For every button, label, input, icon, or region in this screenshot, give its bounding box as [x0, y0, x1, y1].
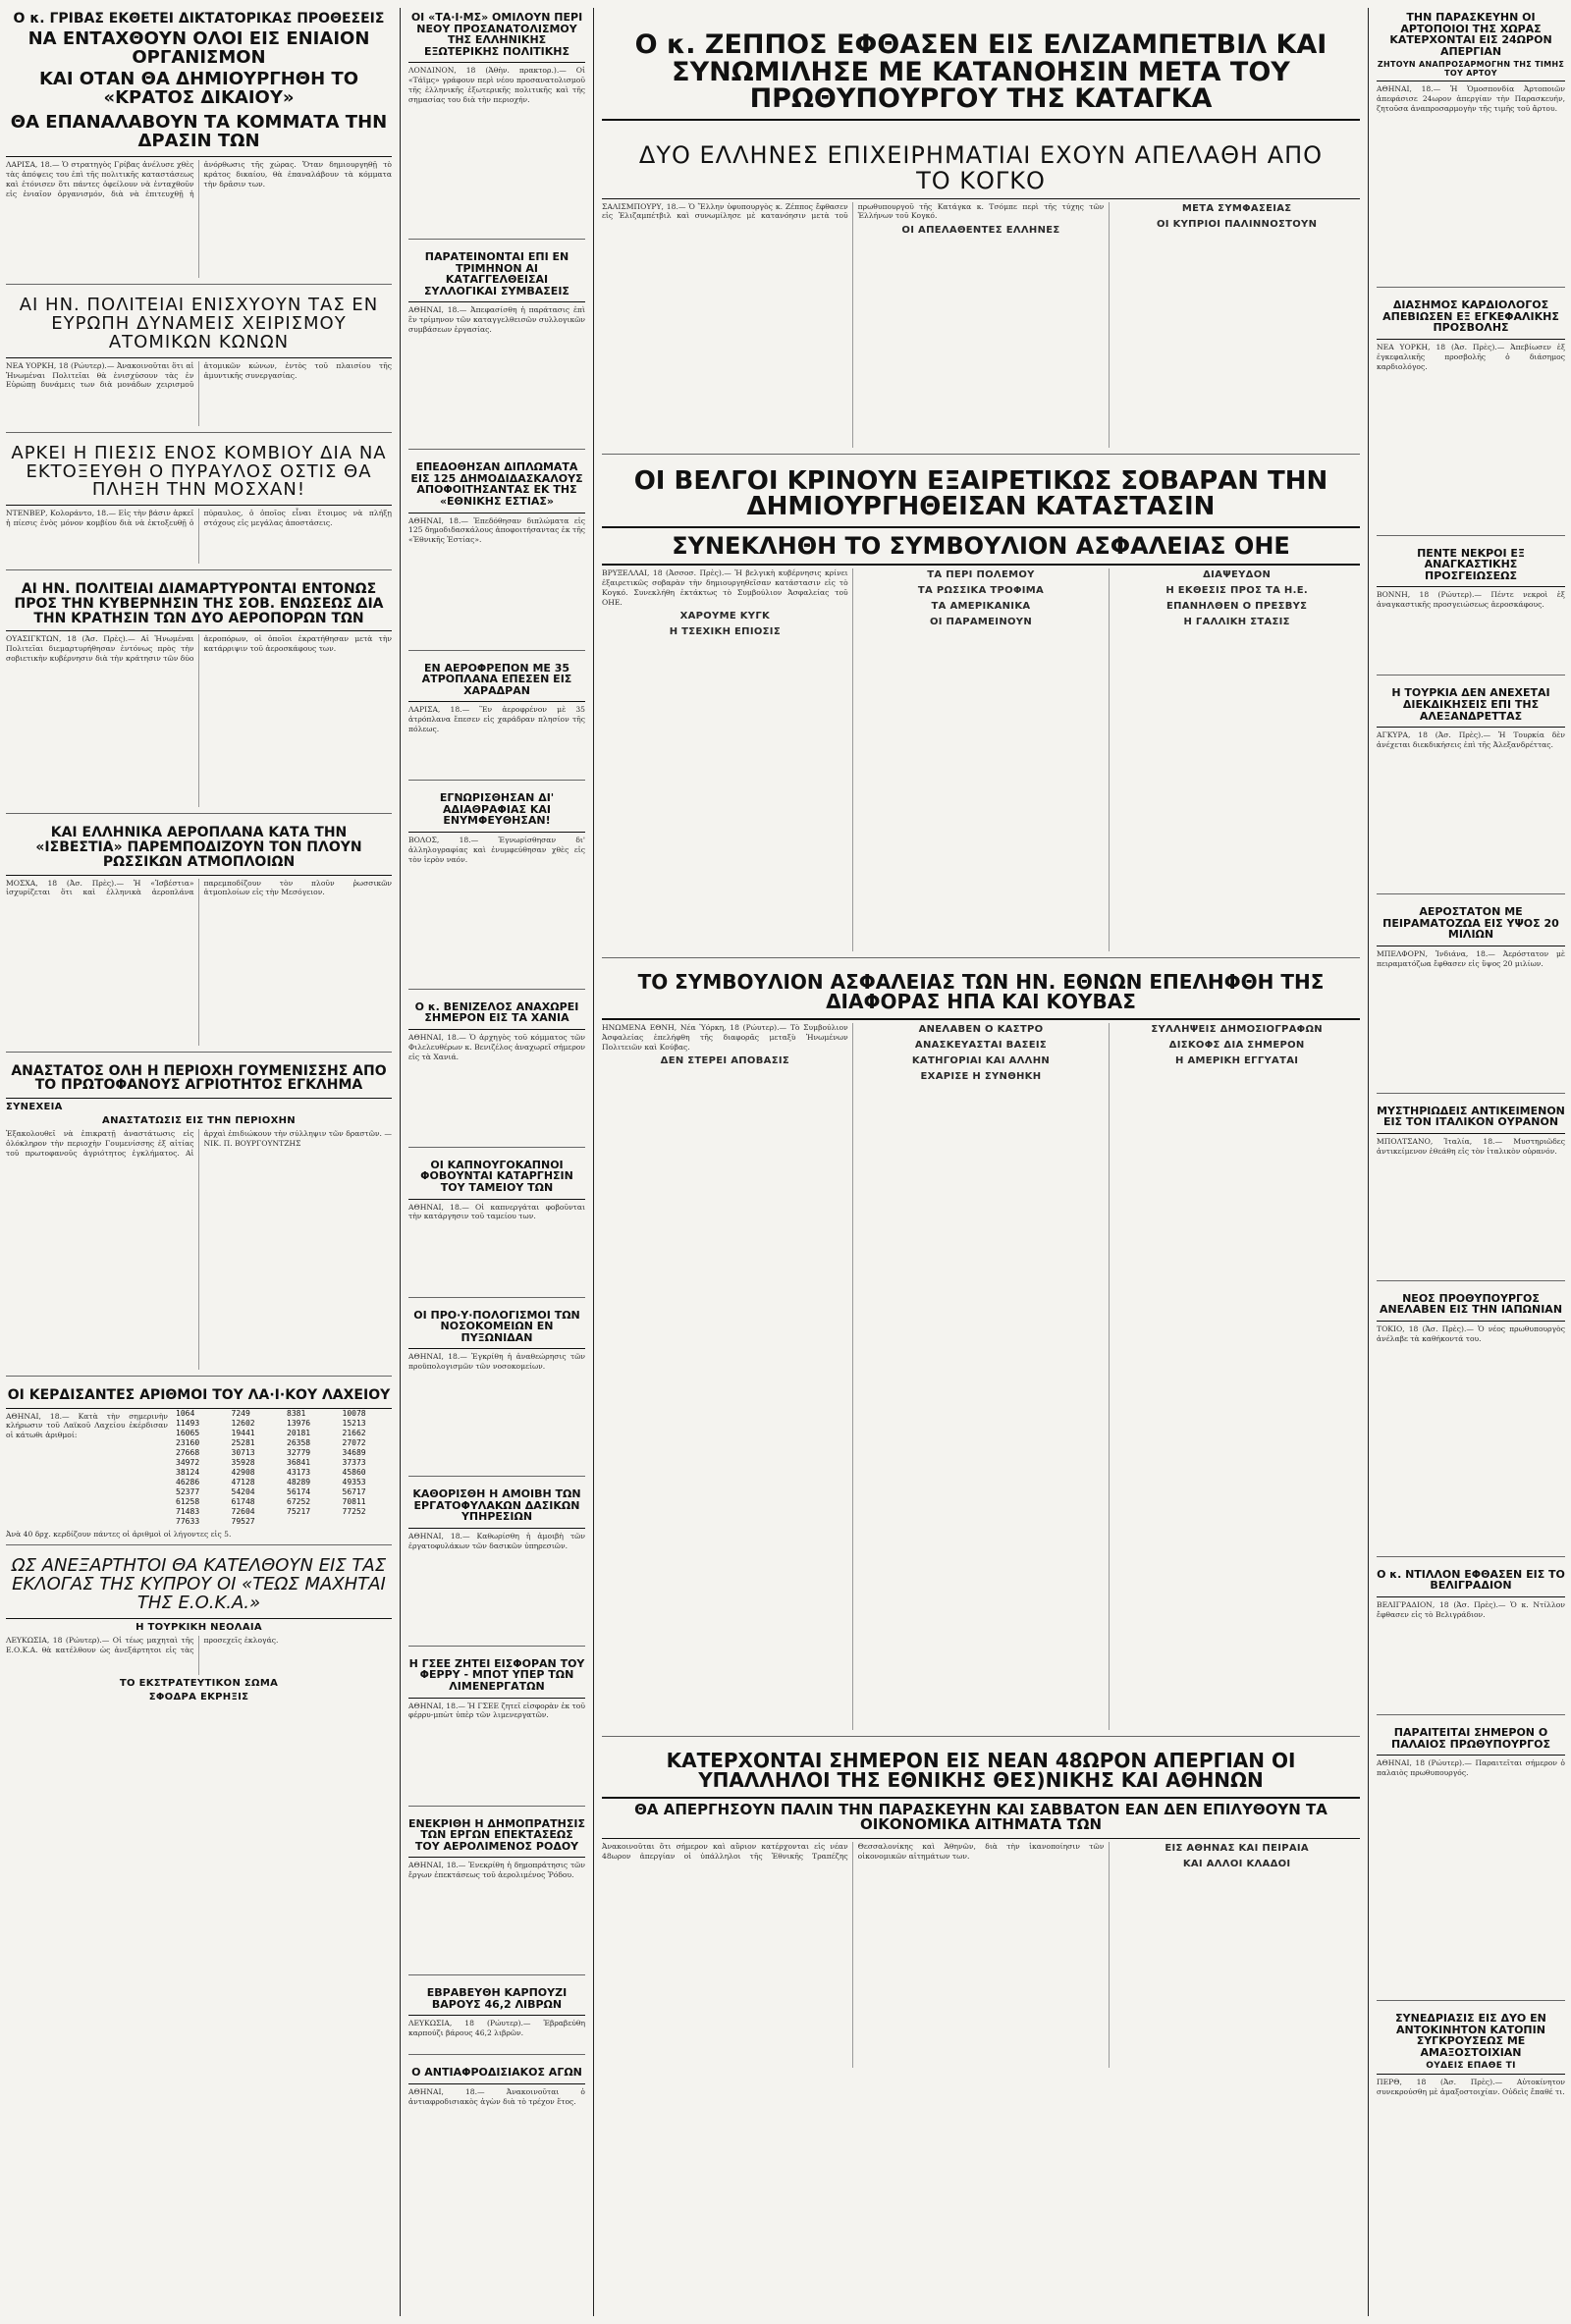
headline-dillon: Ο κ. ΝΤΙΛΛΟΝ ΕΦΘΑΣΕΝ ΕΙΣ ΤΟ ΒΕΛΙΓΡΑΔΙΟΝ	[1377, 1565, 1565, 1597]
subhead: ΔΙΑΨΕΥΔΟΝ	[1203, 569, 1272, 581]
article-lottery: ΑΘΗΝΑΙ, 18.— Κατὰ τὴν σημερινὴν κλήρωσιν τοῦ Λαϊκοῦ Λαχείου ἐκέρδισαν οἱ κάτωθι ἀριθμοί:	[6, 1411, 169, 1440]
story-hospitals	[408, 1306, 585, 1478]
story-times	[408, 8, 585, 240]
subhead-expeditionary: ΤΟ ΕΚΣΤΡΑΤΕΥΤΙΚΟΝ ΣΩΜΑ	[119, 1678, 279, 1690]
headline-usa-cuba: ΤΟ ΣΥΜΒΟΥΛΙΟΝ ΑΣΦΑΛΕΙΑΣ ΤΩΝ ΗΝ. ΕΘΝΩΝ ΕΠΕΛΗΦΘΗ ΤΗΣ ΔΙΑΦΟΡΑΣ ΗΠΑ ΚΑΙ ΚΟΥΒΑΣ	[602, 966, 1360, 1020]
article-goumenissa: Ἐξακολουθεῖ νὰ ἐπικρατῇ ἀναστάτωσις εἰς ὁλόκληρον τὴν περιοχὴν Γουμενίσσης ἐξ αἰτίας τοῦ πρωτοφανοῦς ἀγριότητος ἐγκλήματος. Αἱ ἀρχαὶ ἐπιδιώκουν τὴν σύλληψιν τῶν δραστῶν. — ΝΙΚ. Π. ΒΟΥΡΓΟΥΝΤΖΗΣ	[6, 1128, 392, 1158]
story-ravine	[408, 659, 585, 782]
lottery-number: 54204	[231, 1486, 255, 1496]
headline-grivas: Ο κ. ΓΡΙΒΑΣ ΕΚΘΕΤΕΙ ΔΙΚΤΑΤΟΡΙΚΑΣ ΠΡΟΘΕΣΕΙΣ	[13, 11, 385, 27]
article-belgians	[602, 568, 1360, 951]
story-bakers	[1377, 8, 1565, 288]
article-venereal: ΑΘΗΝΑΙ, 18.— Ἀνακοινοῦται ὁ ἀντιαφροδισιακὸς ἀγὼν διὰ τὸ τρέχον ἔτος.	[408, 2086, 585, 2106]
lottery-number: 23160	[176, 1437, 200, 1447]
lottery-number: 46286	[176, 1477, 200, 1486]
column-second	[403, 8, 591, 2316]
article-atomic: ΝΕΑ ΥΟΡΚΗ, 18 (Ρώυτερ).— Ἀνακοινοῦται ὅτι αἱ Ἡνωμέναι Πολιτεῖαι θὰ ἐνισχύσουν τὰς ἐν Εὐρώπῃ δυνάμεις των διὰ μονάδων χειρισμοῦ ἀτομικῶν κώνων, ἐντὸς τοῦ πλαισίου τῆς ἀμυντικῆς συνεργασίας.	[6, 360, 392, 390]
lottery-number: 34972	[176, 1457, 200, 1467]
story-atomic	[6, 293, 392, 433]
lottery-number: 52377	[176, 1486, 200, 1496]
lottery-number: 8381	[287, 1408, 306, 1418]
story-venizelos	[408, 998, 585, 1148]
headline-balloon: ΑΕΡΟΣΤΑΤΟΝ ΜΕ ΠΕΙΡΑΜΑΤΟΖΩΑ ΕΙΣ ΥΨΟΣ 20 ΜΙΛΙΩΝ	[1377, 902, 1565, 946]
lottery-number: 12602	[231, 1418, 255, 1428]
lottery-number: 45860	[342, 1467, 366, 1477]
lottery-number: 11493	[176, 1418, 200, 1428]
subhead: ΤΑ ΡΩΣΣΙΚΑ ΤΡΟΦΙΜΑ	[917, 585, 1045, 597]
subhead: ΟΙ ΠΑΡΑΜΕΙΝΟΥΝ	[929, 617, 1033, 628]
column-main	[596, 8, 1366, 2316]
article-ravine: ΛΑΡΙΣΑ, 18.— Ἓν ἀεροφρένον μὲ 35 ἀτρόπλανα ἔπεσεν εἰς χαράδραν πλησίον τῆς πόλεως.	[408, 705, 585, 733]
story-izvestia	[6, 822, 392, 1052]
lottery-number: 1064	[176, 1408, 195, 1418]
story-dillon	[1377, 1565, 1565, 1715]
article-cardiologist: ΝΕΑ ΥΟΡΚΗ, 18 (Ἀσ. Πρὲς).— Ἀπεβίωσεν ἐξ ἐγκεφαλικῆς προσβολῆς ὁ διάσημος καρδιολόγος.	[1377, 342, 1565, 371]
story-ufo	[1377, 1102, 1565, 1281]
subhead: ΕΧΑΡΙΣΕ Η ΣΥΝΘΗΚΗ	[920, 1070, 1042, 1082]
headline-diplomas: ΕΠΕΔΟΘΗΣΑΝ ΔΙΠΛΩΜΑΤΑ ΕΙΣ 125 ΔΗΜΟΔΙΔΑΣΚΑΛΟΥΣ ΑΠΟΦΟΙΤΗΣΑΝΤΑΣ ΕΚ ΤΗΣ «ΕΘΝΙΚΗΣ ΕΣΤΙΑΣ»	[408, 458, 585, 513]
headline-watermelon: ΕΒΡΑΒΕΥΘΗ ΚΑΡΠΟΥΖΙ ΒΑΡΟΥΣ 46,2 ΛΙΒΡΩΝ	[408, 1983, 585, 2016]
article-rhodes: ΑΘΗΝΑΙ, 18.— Ἐνεκρίθη ἡ δημοπράτησις τῶν ἔργων ἐπεκτάσεως τοῦ ἀερολιμένος Ῥόδου.	[408, 1861, 585, 1879]
subhead: ΔΙΣΚΟΦΣ ΔΙΑ ΣΗΜΕΡΟΝ	[1168, 1039, 1305, 1051]
headline-resigns: ΠΑΡΑΙΤΕΙΤΑΙ ΣΗΜΕΡΟΝ Ο ΠΑΛΑΙΟΣ ΠΡΩΘΥΠΟΥΡΓΟΣ	[1377, 1723, 1565, 1756]
article-eoka: ΛΕΥΚΩΣΙΑ, 18 (Ρώυτερ).— Οἱ τέως μαχηταὶ τῆς Ε.Ο.Κ.Α. θὰ κατέλθουν ὡς ἀνεξάρτητοι εἰς τὰς προσεχεῖς ἐκλογάς.	[6, 1636, 279, 1654]
subhead: Η ΓΑΛΛΙΚΗ ΣΤΑΣΙΣ	[1183, 617, 1290, 628]
subhead-deported: ΟΙ ΑΠΕΛΑΘΕΝΤΕΣ ΕΛΛΗΝΕΣ	[901, 225, 1060, 237]
story-usa-cuba	[602, 966, 1360, 1737]
subhead-continued: ΣΥΝΕΧΕΙΑ	[6, 1101, 63, 1112]
subhead: ΔΕΝ ΣΤΕΡΕΙ ΑΠΟΒΑΣΙΣ	[660, 1055, 789, 1067]
column-right	[1371, 8, 1571, 2316]
story-resigns	[1377, 1723, 1565, 2001]
story-landing	[1377, 544, 1565, 676]
subheadline-strike: ΘΑ ΑΠΕΡΓΗΣΟΥΝ ΠΑΛΙΝ ΤΗΝ ΠΑΡΑΣΚΕΥΗΝ ΚΑΙ ΣΑΒΒΑΤΟΝ ΕΑΝ ΔΕΝ ΕΠΙΛΥΘΟΥΝ ΤΑ ΟΙΚΟΝΟΜΙΚΑ ΑΙΤΗΜΑΤΑ ΤΩΝ	[602, 1799, 1360, 1840]
story-tobacco	[408, 1156, 585, 1298]
lottery-number: 27072	[342, 1437, 366, 1447]
subhead: ΣΥΛΛΗΨΕΙΣ ΔΗΜΟΣΙΟΓΡΑΦΩΝ	[1151, 1023, 1323, 1035]
headline-venizelos: Ο κ. ΒΕΝΙΖΕΛΟΣ ΑΝΑΧΩΡΕΙ ΣΗΜΕΡΟΝ ΕΙΣ ΤΑ ΧΑΝΙΑ	[408, 998, 585, 1030]
lottery-number: 16065	[176, 1428, 200, 1437]
article-belgians-text: ΒΡΥΞΕΛΛΑΙ, 18 (Ἀσσοσ. Πρὲς).— Ἡ βελγικὴ κυβέρνησις κρίνει ἐξαιρετικῶς σοβαρὰν τὴν δημιουργηθεῖσαν κατάστασιν εἰς τὸ Κογκό. Συνεκλήθη ἐκτάκτως τὸ Συμβούλιον Ἀσφαλείας τοῦ ΟΗΕ.	[602, 568, 848, 607]
headline-izvestia: ΚΑΙ ΕΛΛΗΝΙΚΑ ΑΕΡΟΠΛΑΝΑ ΚΑΤΑ ΤΗΝ «ΙΣΒΕΣΤΙΑ» ΠΑΡΕΜΠΟΔΙΖΟΥΝ ΤΟΝ ΠΛΟΥΝ ΡΩΣΣΙΚΩΝ ΑΤΜΟΠΛΟΙΩΝ	[6, 822, 392, 875]
lottery-number: 21662	[342, 1428, 366, 1437]
article-times: ΛΟΝΔΙΝΟΝ, 18 (Ἀθὴν. πρακτορ.).— Οἱ «Τάϊμς» γράφουν περὶ νέου προσανατολισμοῦ τῆς ἑλληνικῆς ἐξωτερικῆς πολιτικῆς καὶ τῆς σημασίας του διὰ τὴν περιοχήν.	[408, 66, 585, 104]
subhead: ΤΑ ΑΜΕΡΙΚΑΝΙΚΑ	[931, 601, 1031, 613]
article-protest: ΟΥΑΣΙΓΚΤΩΝ, 18 (Ἀσ. Πρὲς).— Αἱ Ἡνωμέναι Πολιτεῖαι διεμαρτυρήθησαν ἐντόνως πρὸς τὴν σοβιετικὴν κυβέρνησιν διὰ τὴν κράτησιν τῶν δύο ἀεροπόρων, οἱ ὁποῖοι ἐκρατήθησαν μετὰ τὴν κατάρριψιν τοῦ ἀεροσκάφους των.	[6, 634, 392, 664]
lottery-number: 26358	[287, 1437, 311, 1447]
subhead: Η ΑΜΕΡΙΚΗ ΕΓΓΥΑΤΑΙ	[1175, 1054, 1299, 1066]
story-diplomas	[408, 458, 585, 650]
lottery-note: Ἀνὰ 40 δρχ. κερδίζουν πάντες οἱ ἀριθμοὶ οἱ λήγοντες εἰς 5.	[6, 1529, 232, 1539]
article-grivas: ΛΑΡΙΣΑ, 18.— Ὁ στρατηγὸς Γρίβας ἀνέλυσε χθὲς τὰς ἀπόψεις του ἐπὶ τῆς πολιτικῆς καταστάσεως καὶ ἐτόνισεν ὅτι πάντες ὀφείλουν νὰ ἐνταχθοῦν εἰς ἑνιαῖον ὀργανισμόν, διὰ νὰ ἐπιτευχθῇ ἡ ἀνόρθωσις τῆς χώρας. Ὅταν δημιουργηθῇ τὸ κράτος δικαίου, θὰ ἐπαναλάβουν τὰ κόμματα τὴν δρᾶσιν των.	[6, 160, 392, 198]
headline-ufo: ΜΥΣΤΗΡΙΩΔΕΙΣ ΑΝΤΙΚΕΙΜΕΝΟΝ ΕΙΣ ΤΟΝ ΙΤΑΛΙΚΟΝ ΟΥΡΑΝΟΝ	[1377, 1102, 1565, 1134]
lottery-number: 32779	[287, 1447, 311, 1457]
column-rule	[1368, 8, 1369, 2316]
story-zeppos	[602, 26, 1360, 454]
lottery-number: 48289	[287, 1477, 311, 1486]
column-rule	[593, 8, 594, 2316]
lottery-number: 72604	[231, 1506, 255, 1516]
lottery-number: 71483	[176, 1506, 200, 1516]
lottery-number: 77633	[176, 1516, 200, 1526]
article-diplomas: ΑΘΗΝΑΙ, 18.— Ἐπεδόθησαν διπλώματα εἰς 125 δημοδιδασκάλους ἀποφοιτήσαντας ἐκ τῆς «Ἐθνικῆς Ἑστίας».	[408, 515, 585, 545]
lottery-number: 49353	[342, 1477, 366, 1486]
article-zeppos	[602, 202, 1360, 448]
article-zeppos-text: ΣΑΛΙΣΜΠΟΥΡΥ, 18.— Ὁ Ἕλλην ὑφυπουργὸς κ. Ζέππος ἔφθασεν εἰς Ἐλιζαμπέτβιλ καὶ συνωμίλησε μὲ κατανόησιν μετὰ τοῦ πρωθυπουργοῦ τῆς Κατάγκα κ. Τσόμπε περὶ τῆς τύχης τῶν Ἑλλήνων τοῦ Κογκό.	[602, 201, 1105, 221]
headline-japan: ΝΕΟΣ ΠΡΟΘΥΠΟΥΡΓΟΣ ΑΝΕΛΑΒΕΝ ΕΙΣ ΤΗΝ ΙΑΠΩΝΙΑΝ	[1377, 1289, 1565, 1322]
headline-belgians: ΟΙ ΒΕΛΓΟΙ ΚΡΙΝΟΥΝ ΕΞΑΙΡΕΤΙΚΩΣ ΣΟΒΑΡΑΝ ΤΗΝ ΔΗΜΙΟΥΡΓΗΘΕΙΣΑΝ ΚΑΤΑΣΤΑΣΙΝ	[602, 462, 1360, 528]
headline-rhodes: ΕΝΕΚΡΙΘΗ Η ΔΗΜΟΠΡΑΤΗΣΙΣ ΤΩΝ ΕΡΓΩΝ ΕΠΕΚΤΑΣΕΩΣ ΤΟΥ ΑΕΡΟΛΙΜΕΝΟΣ ΡΟΔΟΥ	[408, 1814, 585, 1859]
column-rule	[400, 8, 401, 2316]
headline-grivas-2: ΝΑ ΕΝΤΑΧΘΟΥΝ ΟΛΟΙ ΕΙΣ ΕΝΙΑΙΟΝ ΟΡΓΑΝΙΣΜΟΝ	[27, 27, 370, 68]
story-contracts	[408, 247, 585, 450]
story-lottery	[6, 1384, 392, 1546]
headline-rocket: ΑΡΚΕΙ Η ΠΙΕΣΙΣ ΕΝΟΣ ΚΟΜΒΙΟΥ ΔΙΑ ΝΑ ΕΚΤΟΞΕΥΘΗ Ο ΠΥΡΑΥΛΟΣ ΟΣΤΙΣ ΘΑ ΠΛΗΞΗ ΤΗΝ ΜΟΣΧΑΝ!	[6, 441, 392, 507]
lottery-number: 7249	[231, 1408, 250, 1418]
article-ufo: ΜΠΟΛΤΣΑΝΟ, Ἰταλία, 18.— Μυστηριῶδες ἀντικείμενον ἐθεάθη εἰς τὸν ἰταλικὸν οὐρανόν.	[1377, 1136, 1565, 1156]
headline-forest: ΚΑΘΟΡΙΣΘΗ Η ΑΜΟΙΒΗ ΤΩΝ ΕΡΓΑΤΟΦΥΛΑΚΩΝ ΔΑΣΙΚΩΝ ΥΠΗΡΕΣΙΩΝ	[408, 1485, 585, 1529]
article-ferry: ΑΘΗΝΑΙ, 18.— Ἡ ΓΣΕΕ ζητεῖ εἰσφορὰν ἐκ τοῦ φέρρυ-μπὼτ ὑπὲρ τῶν λιμενεργατῶν.	[408, 1701, 585, 1720]
story-collision	[1377, 2009, 1565, 2152]
story-watermelon	[408, 1983, 585, 2055]
lottery-number: 13976	[287, 1418, 311, 1428]
lottery-number: 61258	[176, 1496, 200, 1506]
headline-goumenissa: ΑΝΑΣΤΑΤΟΣ ΟΛΗ Η ΠΕΡΙΟΧΗ ΓΟΥΜΕΝΙΣΣΗΣ ΑΠΟ ΤΟ ΠΡΩΤΟΦΑΝΟΥΣ ΑΓΡΙΟΤΗΤΟΣ ΕΓΚΛΗΜΑ	[6, 1060, 392, 1099]
article-resigns: ΑΘΗΝΑΙ, 18 (Ρώυτερ).— Παραιτεῖται σήμερον ὁ παλαιὸς πρωθυπουργός.	[1377, 1758, 1565, 1777]
subheadline-zeppos: ΔΥΟ ΕΛΛΗΝΕΣ ΕΠΙΧΕΙΡΗΜΑΤΙΑΙ ΕΧΟΥΝ ΑΠΕΛΑΘΗ ΑΠΟ ΤΟ ΚΟΓΚΟ	[602, 138, 1360, 199]
lottery-number: 35928	[231, 1457, 255, 1467]
lottery-number: 61748	[231, 1496, 255, 1506]
subhead-explosion: ΣΦΟΔΡΑ ΕΚΡΗΞΙΣ	[148, 1692, 249, 1703]
lottery-number: 37373	[342, 1457, 366, 1467]
headline-grivas-4: ΘΑ ΕΠΑΝΑΛΑΒΟΥΝ ΤΑ ΚΟΜΜΑΤΑ ΤΗΝ ΔΡΑΣΙΝ ΤΩΝ	[6, 110, 392, 157]
subheadline-collision: ΟΥΔΕΙΣ ΕΠΑΘΕ ΤΙ	[1377, 2061, 1565, 2075]
article-venizelos: ΑΘΗΝΑΙ, 18.— Ὁ ἀρχηγὸς τοῦ κόμματος τῶν Φιλελευθέρων κ. Βενιζέλος ἀναχωρεῖ σήμερον εἰς τὰ Χανιά.	[408, 1032, 585, 1061]
subhead: ΑΝΕΛΑΒΕΝ Ο ΚΑΣΤΡΟ	[918, 1023, 1044, 1035]
headline-hospitals: ΟΙ ΠΡΟ·Υ·ΠΟΛΟΓΙΣΜΟΙ ΤΩΝ ΝΟΣΟΚΟΜΕΙΩΝ ΕΝ ΠΥΞΩΝΙΔΑΝ	[408, 1306, 585, 1350]
subhead: ΚΑΤΗΓΟΡΙΑΙ ΚΑΙ ΑΛΛΗΝ	[911, 1054, 1051, 1066]
subhead-turkish-youth: Η ΤΟΥΡΚΙΚΗ ΝΕΟΛΑΙΑ	[135, 1622, 262, 1634]
lottery-number: 38124	[176, 1467, 200, 1477]
headline-lottery: ΟΙ ΚΕΡΔΙΣΑΝΤΕΣ ΑΡΙΘΜΟΙ ΤΟΥ ΛΑ·Ι·ΚΟΥ ΛΑΧΕΙΟΥ	[6, 1384, 392, 1409]
lottery-number: 10078	[342, 1408, 366, 1418]
subhead: Η ΕΚΘΕΣΙΣ ΠΡΟΣ ΤΑ Η.Ε.	[1165, 585, 1308, 597]
headline-collision: ΣΥΝΕΔΡΙΑΣΙΣ ΕΙΣ ΔΥΟ ΕΝ ΑΝΤΟΚΙΝΗΤΟΝ ΚΑΤΟΠΙΝ ΣΥΓΚΡΟΥΣΕΩΣ ΜΕ ΑΜΑΞΟΣΤΟΙΧΙΑΝ	[1395, 2012, 1546, 2059]
subhead-other-branches: ΚΑΙ ΑΛΛΟΙ ΚΛΑΔΟΙ	[1182, 1859, 1291, 1870]
article-forest: ΑΘΗΝΑΙ, 18.— Καθωρίσθη ἡ ἀμοιβὴ τῶν ἐργατοφυλάκων τῶν δασικῶν ὑπηρεσιῶν.	[408, 1531, 585, 1550]
lottery-number: 19441	[231, 1428, 255, 1437]
lottery-number: 36841	[287, 1457, 311, 1467]
subhead-understanding: ΜΕΤΑ ΣΥΜΦΑΣΕΙΑΣ	[1181, 202, 1292, 214]
article-izvestia: ΜΟΣΧΑ, 18 (Ἀσ. Πρὲς).— Ἡ «Ἰσβέστια» ἰσχυρίζεται ὅτι καὶ ἑλληνικὰ ἀεροπλάνα παρεμποδίζουν τὸν πλοῦν ῥωσσικῶν ἀτμοπλοίων εἰς τὴν Μεσόγειον.	[6, 878, 392, 897]
article-balloon: ΜΠΕΛΦΟΡΝ, Ἰνδιάνα, 18.— Ἀερόστατον μὲ πειραματόζωα ἔφθασεν εἰς ὕψος 20 μιλίων.	[1377, 948, 1565, 968]
subhead: Η ΤΣΕΧΙΚΗ ΕΠΙΟΣΙΣ	[669, 626, 781, 638]
story-grivas	[6, 8, 392, 285]
story-forest	[408, 1485, 585, 1647]
lottery-number: 42908	[231, 1467, 255, 1477]
headline-protest: ΑΙ ΗΝ. ΠΟΛΙΤΕΙΑΙ ΔΙΑΜΑΡΤΥΡΟΝΤΑΙ ΕΝΤΟΝΩΣ ΠΡΟΣ ΤΗΝ ΚΥΒΕΡΝΗΣΙΝ ΤΗΣ ΣΟΒ. ΕΝΩΣΕΩΣ ΔΙΑ ΤΗΝ ΚΡΑΤΗΣΙΝ ΤΩΝ ΔΥΟ ΑΕΡΟΠΟΡΩΝ ΤΩΝ	[6, 578, 392, 631]
lottery-number: 56717	[342, 1486, 366, 1496]
story-venereal	[408, 2063, 585, 2152]
lottery-number: 25281	[231, 1437, 255, 1447]
article-dillon: ΒΕΛΙΓΡΑΔΙΟΝ, 18 (Ἀσ. Πρὲς).— Ὁ κ. Ντίλλον ἔφθασεν εἰς τὸ Βελιγράδιον.	[1377, 1600, 1565, 1619]
story-balloon	[1377, 902, 1565, 1094]
story-protest	[6, 578, 392, 814]
story-cardiologist	[1377, 296, 1565, 536]
article-strike-text: Ἀνακοινοῦται ὅτι σήμερον καὶ αὔριον κατέρχονται εἰς νέαν 48ωρον ἀπεργίαν οἱ ὑπάλληλοι τῆς Ἐθνικῆς Τραπέζης Θεσσαλονίκης καὶ Ἀθηνῶν, διὰ τὴν ἱκανοποίησιν τῶν οἰκονομικῶν αἰτημάτων των.	[602, 1842, 1105, 1861]
headline-alexandretta: Η ΤΟΥΡΚΙΑ ΔΕΝ ΑΝΕΧΕΤΑΙ ΔΙΕΚΔΙΚΗΣΕΙΣ ΕΠΙ ΤΗΣ ΑΛΕΞΑΝΔΡΕΤΤΑΣ	[1377, 683, 1565, 728]
lottery-number: 34689	[342, 1447, 366, 1457]
article-usa-cuba-text: ΗΝΩΜΕΝΑ ΕΘΝΗ, Νέα Ὑόρκη, 18 (Ρώυτερ).— Τὸ Συμβούλιον Ἀσφαλείας ἐπελήφθη τῆς διαφορᾶς μεταξὺ Ἡνωμένων Πολιτειῶν καὶ Κούβας.	[602, 1022, 848, 1052]
story-eoka	[6, 1553, 392, 1710]
lottery-number: 20181	[287, 1428, 311, 1437]
headline-contracts: ΠΑΡΑΤΕΙΝΟΝΤΑΙ ΕΠΙ ΕΝ ΤΡΙΜΗΝΟΝ ΑΙ ΚΑΤΑΓΓΕΛΘΕΙΣΑΙ ΣΥΛΛΟΓΙΚΑΙ ΣΥΜΒΑΣΕΙΣ	[408, 247, 585, 302]
story-belgians	[602, 462, 1360, 959]
lottery-number: 70811	[342, 1496, 366, 1506]
headline-ferry: Η ΓΣΕΕ ΖΗΤΕΙ ΕΙΣΦΟΡΑΝ ΤΟΥ ΦΕΡΡΥ - ΜΠΟΤ ΥΠΕΡ ΤΩΝ ΛΙΜΕΝΕΡΓΑΤΩΝ	[408, 1654, 585, 1699]
headline-grivas-3: ΚΑΙ ΟΤΑΝ ΘΑ ΔΗΜΙΟΥΡΓΗΘΗ ΤΟ «ΚΡΑΤΟΣ ΔΙΚΑΙΟΥ»	[38, 69, 359, 109]
headline-security-council: ΣΥΝΕΚΛΗΘΗ ΤΟ ΣΥΜΒΟΥΛΙΟΝ ΑΣΦΑΛΕΙΑΣ ΟΗΕ	[602, 528, 1360, 566]
story-married	[408, 788, 585, 990]
lottery-number: 47128	[231, 1477, 255, 1486]
lottery-number: 27668	[176, 1447, 200, 1457]
story-ferry	[408, 1654, 585, 1807]
lottery-number: 43173	[287, 1467, 311, 1477]
subhead-cypriots: ΟΙ ΚΥΠΡΙΟΙ ΠΑΛΙΝΝΟΣΤΟΥΝ	[1156, 218, 1318, 230]
headline-landing: ΠΕΝΤΕ ΝΕΚΡΟΙ ΕΞ ΑΝΑΓΚΑΣΤΙΚΗΣ ΠΡΟΣΓΕΙΩΣΕΩΣ	[1377, 544, 1565, 588]
story-rocket	[6, 441, 392, 571]
lottery-block	[6, 1409, 392, 1527]
lottery-number: 75217	[287, 1506, 311, 1516]
article-hospitals: ΑΘΗΝΑΙ, 18.— Ἐγκρίθη ἡ ἀναθεώρησις τῶν προϋπολογισμῶν τῶν νοσοκομείων.	[408, 1352, 585, 1372]
story-alexandretta	[1377, 683, 1565, 894]
subhead: ΑΝΑΣΚΕΥΑΣΤΑΙ ΒΑΣΕΙΣ	[914, 1039, 1048, 1051]
subheadline-bakers: ΖΗΤΟΥΝ ΑΝΑΠΡΟΣΑΡΜΟΓΗΝ ΤΗΣ ΤΙΜΗΣ ΤΟΥ ΑΡΤΟΥ	[1377, 60, 1565, 81]
lottery-number: 77252	[342, 1506, 366, 1516]
story-goumenissa	[6, 1060, 392, 1377]
subhead: ΕΠΑΝΗΛΘΕΝ Ο ΠΡΕΣΒΥΣ	[1165, 601, 1308, 613]
article-collision: ΠΕΡΘ, 18 (Ἀσ. Πρὲς).— Αὐτοκίνητον συνεκρούσθη μὲ ἁμαξοστοιχίαν. Οὐδεὶς ἔπαθέ τι.	[1377, 2078, 1565, 2097]
headline-eoka: ΩΣ ΑΝΕΞΑΡΤΗΤΟΙ ΘΑ ΚΑΤΕΛΘΟΥΝ ΕΙΣ ΤΑΣ ΕΚΛΟΓΑΣ ΤΗΣ ΚΥΠΡΟΥ ΟΙ «ΤΕΩΣ ΜΑΧΗΤΑΙ ΤΗΣ Ε.Ο.Κ.Α.»	[6, 1553, 392, 1619]
headline-cardiologist: ΔΙΑΣΗΜΟΣ ΚΑΡΔΙΟΛΟΓΟΣ ΑΠΕΒΙΩΣΕΝ ΕΞ ΕΓΚΕΦΑΛΙΚΗΣ ΠΡΟΣΒΟΛΗΣ	[1377, 296, 1565, 340]
lottery-number: 67252	[287, 1496, 311, 1506]
article-rocket: ΝΤΕΝΒΕΡ, Κολοράντο, 18.— Εἰς τὴν βάσιν ἀρκεῖ ἡ πίεσις ἑνὸς μόνον κομβίου διὰ νὰ ἐκτοξευθῇ ὁ πύραυλος, ὁ ὁποῖος εἶναι ἕτοιμος νὰ πλήξῃ στόχους εἰς μεγάλας ἀποστάσεις.	[6, 509, 392, 528]
headline-ravine: ΕΝ ΑΕΡΟΦΡΕΠΟΝ ΜΕ 35 ΑΤΡΟΠΛΑΝΑ ΕΠΕΣΕΝ ΕΙΣ ΧΑΡΑΔΡΑΝ	[408, 659, 585, 703]
column-left	[0, 8, 398, 2316]
headline-times: ΟΙ «ΤΑ·Ι·ΜΣ» ΟΜΙΛΟΥΝ ΠΕΡΙ ΝΕΟΥ ΠΡΟΣΑΝΑΤΟΛΙΣΜΟΥ ΤΗΣ ΕΛΛΗΝΙΚΗΣ ΕΞΩΤΕΡΙΚΗΣ ΠΟΛΙΤΙΚΗΣ	[408, 8, 585, 63]
story-rhodes	[408, 1814, 585, 1976]
article-usa-cuba	[602, 1023, 1360, 1730]
subhead-athens-piraeus: ΕΙΣ ΑΘΗΝΑΣ ΚΑΙ ΠΕΙΡΑΙΑ	[1165, 1843, 1309, 1855]
article-landing: ΒΟΝΝΗ, 18 (Ρώυτερ).— Πέντε νεκροὶ ἐξ ἀναγκαστικῆς προσγειώσεως ἀεροσκάφους.	[1377, 590, 1565, 610]
article-japan: ΤΟΚΙΟ, 18 (Ἀσ. Πρὲς).— Ὁ νέος πρωθυπουργὸς ἀνέλαβε τὰ καθήκοντά του.	[1377, 1324, 1565, 1343]
lottery-number: 30713	[231, 1447, 255, 1457]
headline-bakers: ΤΗΝ ΠΑΡΑΣΚΕΥΗΝ ΟΙ ΑΡΤΟΠΟΙΟΙ ΤΗΣ ΧΩΡΑΣ ΚΑΤΕΡΧΟΝΤΑΙ ΕΙΣ 24ΩΡΟΝ ΑΠΕΡΓΙΑΝ	[1389, 11, 1552, 58]
headline-venereal: Ο ΑΝΤΙΑΦΡΟΔΙΣΙΑΚΟΣ ΑΓΩΝ	[408, 2063, 585, 2084]
headline-zeppos: Ο κ. ΖΕΠΠΟΣ ΕΦΘΑΣΕΝ ΕΙΣ ΕΛΙΖΑΜΠΕΤΒΙΛ ΚΑΙ ΣΥΝΩΜΙΛΗΣΕ ΜΕ ΚΑΤΑΝΟΗΣΙΝ ΜΕΤΑ ΤΟΥ ΠΡΩΘΥΠΟΥΡΓΟΥ ΤΗΣ ΚΑΤΑΓΚΑ	[602, 26, 1360, 121]
article-alexandretta: ΑΓΚΥΡΑ, 18 (Ἀσ. Πρὲς).— Ἡ Τουρκία δὲν ἀνέχεται διεκδικήσεις ἐπὶ τῆς Ἀλεξανδρέττας.	[1377, 730, 1565, 749]
headline-married: ΕΓΝΩΡΙΣΘΗΣΑΝ ΔΙ' ΑΔΙΑΘΡΑΦΙΑΣ ΚΑΙ ΕΝΥΜΦΕΥΘΗΣΑΝ!	[408, 788, 585, 833]
headline-atomic: ΑΙ ΗΝ. ΠΟΛΙΤΕΙΑΙ ΕΝΙΣΧΥΟΥΝ ΤΑΣ ΕΝ ΕΥΡΩΠΗ ΔΥΝΑΜΕΙΣ ΧΕΙΡΙΣΜΟΥ ΑΤΟΜΙΚΩΝ ΚΩΝΩΝ	[6, 293, 392, 358]
headline-tobacco: ΟΙ ΚΑΠΝΟΥΓΟΚΑΠΝΟΙ ΦΟΒΟΥΝΤΑΙ ΚΑΤΑΡΓΗΣΙΝ ΤΟΥ ΤΑΜΕΙΟΥ ΤΩΝ	[408, 1156, 585, 1200]
article-bakers: ΑΘΗΝΑΙ, 18.— Ἡ Ὁμοσπονδία Ἀρτοποιῶν ἀπεφάσισε 24ωρον ἀπεργίαν τὴν Παρασκευήν, ζητοῦσα ἀναπροσαρμογὴν τῆς τιμῆς τοῦ ἄρτου.	[1377, 84, 1565, 113]
article-watermelon: ΛΕΥΚΩΣΙΑ, 18 (Ρώυτερ).— Ἐβραβεύθη καρπούζι βάρους 46,2 λιβρῶν.	[408, 2019, 585, 2038]
subhead: ΤΑ ΠΕΡΙ ΠΟΛΕΜΟΥ	[927, 569, 1035, 581]
article-strike	[602, 1842, 1360, 2068]
article-contracts: ΑΘΗΝΑΙ, 18.— Ἀπεφασίσθη ἡ παράτασις ἐπὶ ἓν τρίμηνον τῶν καταγγελθεισῶν συλλογικῶν συμβάσεων ἐργασίας.	[408, 305, 585, 335]
lottery-number: 56174	[287, 1486, 311, 1496]
lottery-numbers	[176, 1409, 392, 1527]
story-japan	[1377, 1289, 1565, 1557]
article-married: ΒΟΛΟΣ, 18.— Ἐγνωρίσθησαν δι' ἀλληλογραφίας καὶ ἐνυμφεύθησαν χθὲς εἰς τὸν ἱερὸν ναόν.	[408, 835, 585, 864]
subhead: ΧΑΡΟΥΜΕ ΚΥΓΚ	[679, 611, 771, 622]
headline-strike: ΚΑΤΕΡΧΟΝΤΑΙ ΣΗΜΕΡΟΝ ΕΙΣ ΝΕΑΝ 48ΩΡΟΝ ΑΠΕΡΓΙΑΝ ΟΙ ΥΠΑΛΛΗΛΟΙ ΤΗΣ ΕΘΝΙΚΗΣ ΘΕΣ)ΝΙΚΗΣ ΚΑΙ ΑΘΗΝΩΝ	[602, 1745, 1360, 1799]
lottery-number: 15213	[342, 1418, 366, 1428]
article-tobacco: ΑΘΗΝΑΙ, 18.— Οἱ καπνεργάται φοβοῦνται τὴν κατάργησιν τοῦ ταμείου των.	[408, 1202, 585, 1221]
lottery-number: 79527	[231, 1516, 255, 1526]
subhead-region: ΑΝΑΣΤΑΤΩΣΙΣ ΕΙΣ ΤΗΝ ΠΕΡΙΟΧΗΝ	[102, 1114, 296, 1126]
story-strike	[602, 1745, 1360, 2074]
